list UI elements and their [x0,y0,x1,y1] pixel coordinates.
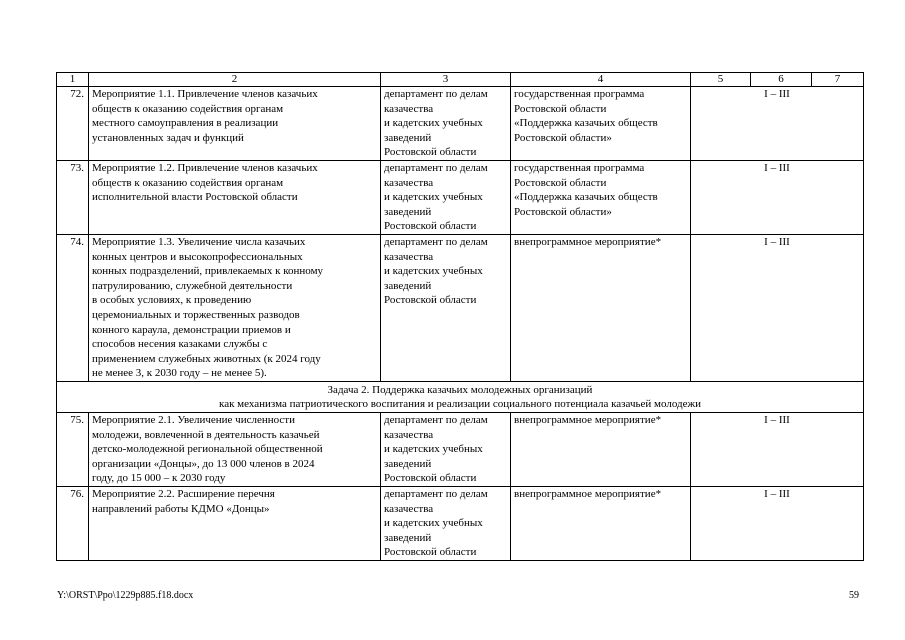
activity-cell: Мероприятие 1.3. Увеличение числа казачьих конных центров и высокопрофессиональных конных подразделений, привлекаемых к конному патрулированию, служебной деятельности в особых условиях, к проведению церемониальных и торжественных разводов конного караула, демонстрации приемов и способов несения казаками службы с применением служебных животных (к 2024 году не менее 3, к 2030 году – не менее 5). [89,234,381,381]
program-cell: внепрограммное мероприятие* [511,487,691,561]
activity-cell: Мероприятие 1.2. Привлечение членов казачьих обществ к оказанию содействия органам исполнительной власти Ростовской области [89,160,381,234]
program-cell: государственная программа Ростовской области «Поддержка казачьих обществ Ростовской области» [511,87,691,161]
executor-cell: департамент по делам казачества и кадетских учебных заведений Ростовской области [381,160,511,234]
executor-cell: департамент по делам казачества и кадетских учебных заведений Ростовской области [381,87,511,161]
period-cell: I – III [691,413,864,487]
header-cell: 1 [57,73,89,87]
row-number: 76. [57,487,89,561]
header-cell: 4 [511,73,691,87]
row-number: 74. [57,234,89,381]
header-cell: 2 [89,73,381,87]
document-page [56,72,863,561]
activity-cell: Мероприятие 1.1. Привлечение членов казачьих обществ к оказанию содействия органам местного самоуправления в реализации установленных задач и функций [89,87,381,161]
activity-cell: Мероприятие 2.2. Расширение перечня направлений работы КДМО «Донцы» [89,487,381,561]
program-cell: внепрограммное мероприятие* [511,413,691,487]
header-cell: 6 [751,73,812,87]
header-cell: 3 [381,73,511,87]
table-row [57,160,864,234]
period-cell: I – III [691,160,864,234]
executor-cell: департамент по делам казачества и кадетских учебных заведений Ростовской области [381,234,511,381]
header-cell: 5 [691,73,751,87]
table-row [57,87,864,161]
table-header-row [57,73,864,87]
row-number: 72. [57,87,89,161]
program-cell: внепрограммное мероприятие* [511,234,691,381]
activity-cell: Мероприятие 2.1. Увеличение численности молодежи, вовлеченной в деятельность казачьей детско-молодежной региональной общественной организации «Донцы», до 13 000 членов в 2024 году, до 15 000 – к 2030 году [89,413,381,487]
task-heading-row [57,381,864,412]
header-cell: 7 [812,73,864,87]
table-row [57,487,864,561]
program-cell: государственная программа Ростовской области «Поддержка казачьих обществ Ростовской области» [511,160,691,234]
task-heading: Задача 2. Поддержка казачьих молодежных организаций как механизма патриотического воспитания и реализации социального потенциала казачьей молодежи [57,381,864,412]
executor-cell: департамент по делам казачества и кадетских учебных заведений Ростовской области [381,487,511,561]
period-cell: I – III [691,234,864,381]
plan-table [56,72,864,561]
file-path: Y:\ORST\Ppo\1229p885.f18.docx [57,590,194,601]
table-row [57,234,864,381]
row-number: 75. [57,413,89,487]
period-cell: I – III [691,87,864,161]
page-number: 59 [849,590,859,601]
table-row [57,413,864,487]
executor-cell: департамент по делам казачества и кадетских учебных заведений Ростовской области [381,413,511,487]
period-cell: I – III [691,487,864,561]
row-number: 73. [57,160,89,234]
